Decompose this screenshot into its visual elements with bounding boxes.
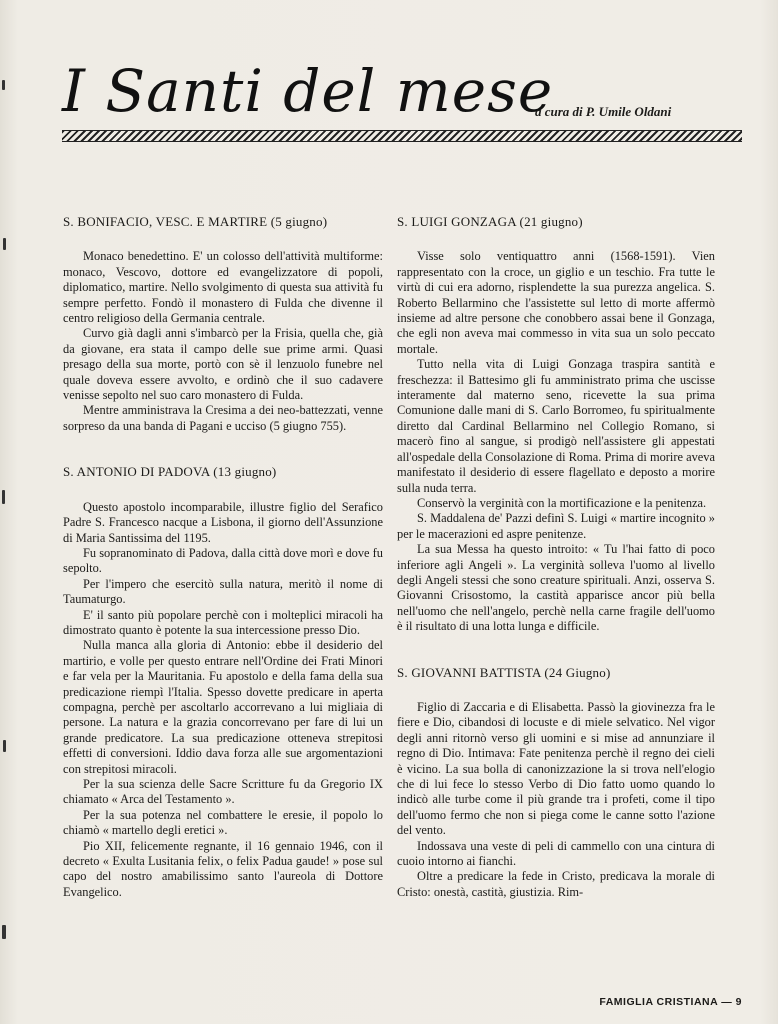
paragraph: E' il santo più popolare perchè con i molteplici miracoli ha dimostrato quanto è potente la sua intercessione presso Dio. [63,607,383,637]
left-column [63,214,383,930]
paragraph: S. Maddalena de' Pazzi definì S. Luigi « martire incognito » per le macerazioni ed aspre penitenze. [397,511,715,541]
paragraph: Fu sopranominato di Padova, dalla città dove morì e dove fu sepolto. [63,545,383,576]
article-section [63,214,383,434]
article-section [63,464,383,900]
paragraph: Questo apostolo incomparabile, illustre figlio del Serafico Padre S. Francesco nacque a Lisbona, il giorno dell'Assunzione di Maria Santissima del 1195. [63,499,383,545]
paragraph: Per l'impero che esercitò sulla natura, meritò il nome di Taumaturgo. [63,576,383,607]
paragraph: Visse solo ventiquattro anni (1568-1591). Vien rappresentato con la croce, un giglio e un teschio. Fra tutte le virtù di cui era adorno, risplendette la sua purezza angelica. S. Roberto Bellarmino che l'assistette sul letto di morte affermò insieme ad altre persone che conobbero assai bene il Gonzaga, che egli non aveva mai commesso in vita sua un solo peccato mortale. [397,249,715,356]
section-heading: S. GIOVANNI BATTISTA (24 Giugno) [397,664,611,680]
paragraph: Nulla manca alla gloria di Antonio: ebbe il desiderio del martirio, e volle per questo entrare nell'Ordine dei Frati Minori e far vela per la Mauritania. Fu apostolo e della fama della sua predicazione riempì l'Italia. Spesso dovette predicare in aperta compagna, perchè per ascoltarlo accorrevano a lui migliaia di persone. La natura e la grazia concorrevano per fare di lui un grande predicatore. La sua predicazione otteneva strepitosi effetti di conversioni. Iddio dava forza alle sue argomentazioni con strepitosi miracoli. [63,638,383,776]
paragraph: Per la sua potenza nel combattere le eresie, il popolo lo chiamò « martello degli eretici ». [63,807,383,838]
scan-speck [2,80,5,90]
section-heading: S. BONIFACIO, VESC. E MARTIRE (5 giugno) [63,214,328,229]
paragraph: Per la sua scienza delle Sacre Scritture fu da Gregorio IX chiamato « Arca del Testamento ». [63,777,383,807]
byline: a cura di P. Umile Oldani [535,104,672,119]
paragraph: Mentre amministrava la Cresima a dei neo-battezzati, venne sorpreso da una banda di Pagani e ucciso (5 giugno 755). [63,403,383,433]
paragraph: Curvo già dagli anni s'imbarcò per la Frisia, quella che, già da giovane, era stata il campo delle sue prime armi. Quasi presago della sua morte, portò con sè il lenzuolo funebre nel quale doveva essere avvolto, e ordinò che il suo cadavere venisse sepolto nel suo caro monastero di Fulda. [63,326,383,403]
paragraph: Indossava una veste di peli di cammello con una cintura di cuoio intorno ai fianchi. [397,838,715,869]
paragraph: Monaco benedettino. E' un colosso dell'attività multiforme: monaco, Vescovo, dottore ed evangelizzatore di popoli, diplomatico, martire. Nello svolgimento di questa sua attività fu sempre perfetto. Fondò il monastero di Fulda che divenne il centro religioso della Germania centrale. [63,249,383,326]
page-footer: FAMIGLIA CRISTIANA — 9 [599,996,742,1008]
decorative-rule [62,130,742,142]
paragraph: Oltre a predicare la fede in Cristo, predicava la morale di Cristo: onestà, castità, giustizia. Rim- [397,869,715,899]
article-section [397,665,715,901]
section-heading: S. ANTONIO DI PADOVA (13 giugno) [63,464,277,480]
scan-speck [3,238,6,250]
page-header [62,56,742,136]
section-heading: S. LUIGI GONZAGA (21 giugno) [397,214,583,229]
scan-speck [3,740,6,752]
scan-speck [2,490,5,504]
page-title: I Santi del mese [62,57,554,125]
paragraph: Pio XII, felicemente regnante, il 16 gennaio 1946, con il decreto « Exulta Lusitania felix, o felix Padua gaude! » pose sul capo del nostro amabilissimo santo l'aureola di Dottore Evangelico. [63,838,383,899]
paragraph: Tutto nella vita di Luigi Gonzaga traspira santità e freschezza: il Battesimo gli fu amministrato prima che uscisse interamente dal materno seno, ricevette la sua prima Comunione dalle mani di S. Carlo Borromeo, fu spiritualmente diretto dal Cardinal Bellarmino nel Collegio Romano, si macerò fino al sangue, si prodigò nell'assistere gli appestati all'ospedale della Consolazione di Roma. Prima di morire aveva manifestato il desiderio di essere flagellato e deposto a morire sulla nuda terra. [397,357,715,495]
right-column [397,214,715,930]
paragraph: Figlio di Zaccaria e di Elisabetta. Passò la giovinezza fra le fiere e Dio, cibandosi di locuste e di miele selvatico. Nel vigor degli anni ritornò verso gli uomini e si mise ad annunziare il regno di Dio. Intimava: Fate penitenza perchè il regno dei cieli è vicino. La sua bolla di canonizzazione la si trova nell'elogio che di lui fece lo stesso Verbo di Dio fatto uomo quando lo indicò alle turbe come il più grande tra i profeti, come il tipo dell'uomo fermo che non si piega come le canne sotto l'azione del vento. [397,699,715,838]
paragraph: Conservò la verginità con la mortificazione e la penitenza. [417,495,707,510]
scan-speck [2,925,6,939]
paragraph: La sua Messa ha questo introito: « Tu l'hai fatto di poco inferiore agli Angeli ». La verginità solleva l'uomo al livello degli Angeli stessi che sono creature spirituali. Anzi, osserva S. Giovanni Crisostomo, la castità apparisce ancor più bella nell'uomo che nell'angelo, perchè nella carne fragile dell'uomo è il risultato di una lotta lunga e difficile. [397,542,715,634]
article-section [397,214,715,635]
